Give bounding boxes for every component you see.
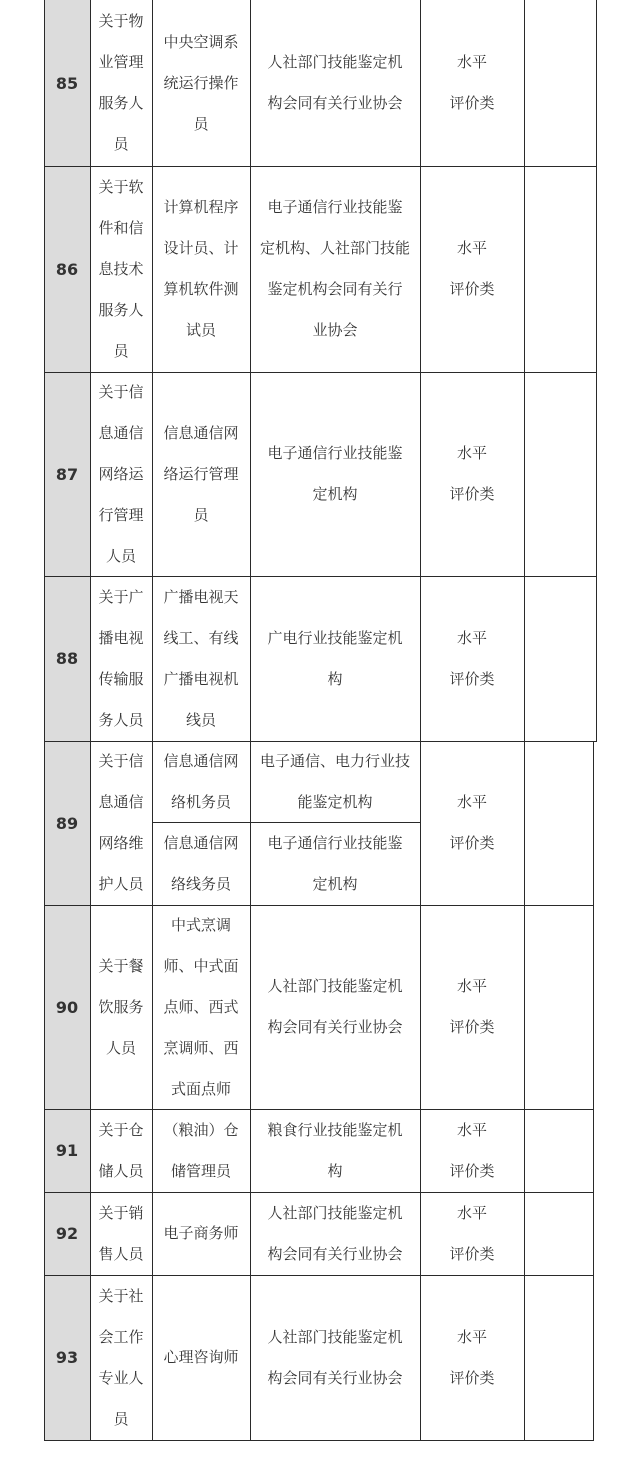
category-cell: 关于广 播电视 传输服 务人员 <box>98 587 144 729</box>
row-number: 87 <box>44 372 90 576</box>
grid-line <box>44 0 45 1441</box>
row-number: 86 <box>44 166 90 372</box>
organization-cell: 电子通信行业技能鉴 定机构 <box>267 444 403 503</box>
occupation-cell: （粮油）仓 储管理员 <box>163 1120 239 1180</box>
category-cell: 关于软 件和信 息技术 服务人 员 <box>98 177 144 360</box>
grid-line <box>593 741 594 1441</box>
grid-line <box>152 0 153 1441</box>
grid-line <box>44 1440 594 1441</box>
occupation-cell: 广播电视天 线工、有线 广播电视机 线员 <box>163 587 239 729</box>
organization-cell: 广电行业技能鉴定机 构 <box>267 628 403 688</box>
category-cell: 关于销 售人员 <box>98 1203 144 1263</box>
grid-line <box>152 822 420 823</box>
type-cell: 水平 评价类 <box>449 239 495 298</box>
organization-cell: 人社部门技能鉴定机 构会同有关行业协会 <box>267 1203 403 1263</box>
occupation-cell: 信息通信网 络机务员 <box>163 751 239 811</box>
organization-cell: 电子通信、电力行业技 能鉴定机构 <box>259 751 410 811</box>
type-cell: 水平 评价类 <box>449 977 495 1036</box>
row-number: 88 <box>44 576 90 741</box>
grid-line <box>44 166 597 167</box>
grid-line <box>44 372 597 373</box>
grid-line <box>44 576 597 577</box>
occupation-cell: 中央空调系 统运行操作 员 <box>163 32 239 133</box>
row-number: 93 <box>44 1275 90 1440</box>
occupation-cell: 心理咨询师 <box>163 1348 239 1366</box>
grid-line <box>250 0 251 1441</box>
row-number: 89 <box>44 741 90 905</box>
type-cell: 水平 评价类 <box>449 444 495 503</box>
category-cell: 关于信 息通信 网络维 护人员 <box>98 752 144 893</box>
category-cell: 关于社 会工作 专业人 员 <box>98 1286 144 1428</box>
row-number: 85 <box>44 0 90 166</box>
organization-cell: 粮食行业技能鉴定机 构 <box>267 1120 403 1180</box>
grid-line <box>44 1192 594 1193</box>
type-cell: 水平 评价类 <box>449 1203 495 1263</box>
occupation-cell: 计算机程序 设计员、计 算机软件测 试员 <box>163 198 239 339</box>
row-number: 92 <box>44 1192 90 1275</box>
occupation-cell: 电子商务师 <box>163 1224 239 1242</box>
organization-cell: 人社部门技能鉴定机 构会同有关行业协会 <box>267 977 403 1036</box>
grid-line <box>44 1109 594 1110</box>
occupation-cell: 信息通信网 络运行管理 员 <box>163 423 239 524</box>
grid-line <box>44 1275 594 1276</box>
category-cell: 关于物 业管理 服务人 员 <box>98 12 144 153</box>
grid-line <box>524 0 525 1441</box>
grid-line <box>596 0 597 742</box>
organization-cell: 人社部门技能鉴定机 构会同有关行业协会 <box>267 53 403 112</box>
type-cell: 水平 评价类 <box>449 628 495 688</box>
occupation-cell: 中式烹调 师、中式面 点师、西式 烹调师、西 式面点师 <box>163 915 239 1098</box>
type-cell: 水平 评价类 <box>449 1327 495 1387</box>
type-cell: 水平 评价类 <box>449 793 495 852</box>
row-number: 90 <box>44 905 90 1109</box>
row-number: 91 <box>44 1109 90 1192</box>
category-cell: 关于餐 饮服务 人员 <box>98 956 144 1057</box>
category-cell: 关于信 息通信 网络运 行管理 人员 <box>98 382 144 565</box>
grid-line <box>44 741 597 742</box>
grid-line <box>420 0 421 1441</box>
category-cell: 关于仓 储人员 <box>98 1120 144 1180</box>
type-cell: 水平 评价类 <box>449 1120 495 1180</box>
grid-line <box>44 905 594 906</box>
occupation-cell: 信息通信网 络线务员 <box>163 833 239 893</box>
type-cell: 水平 评价类 <box>449 53 495 112</box>
organization-cell: 电子通信行业技能鉴 定机构 <box>267 833 403 893</box>
organization-cell: 电子通信行业技能鉴 定机构、人社部门技能 鉴定机构会同有关行 业协会 <box>259 198 410 339</box>
grid-line <box>90 0 91 1441</box>
organization-cell: 人社部门技能鉴定机 构会同有关行业协会 <box>267 1327 403 1387</box>
